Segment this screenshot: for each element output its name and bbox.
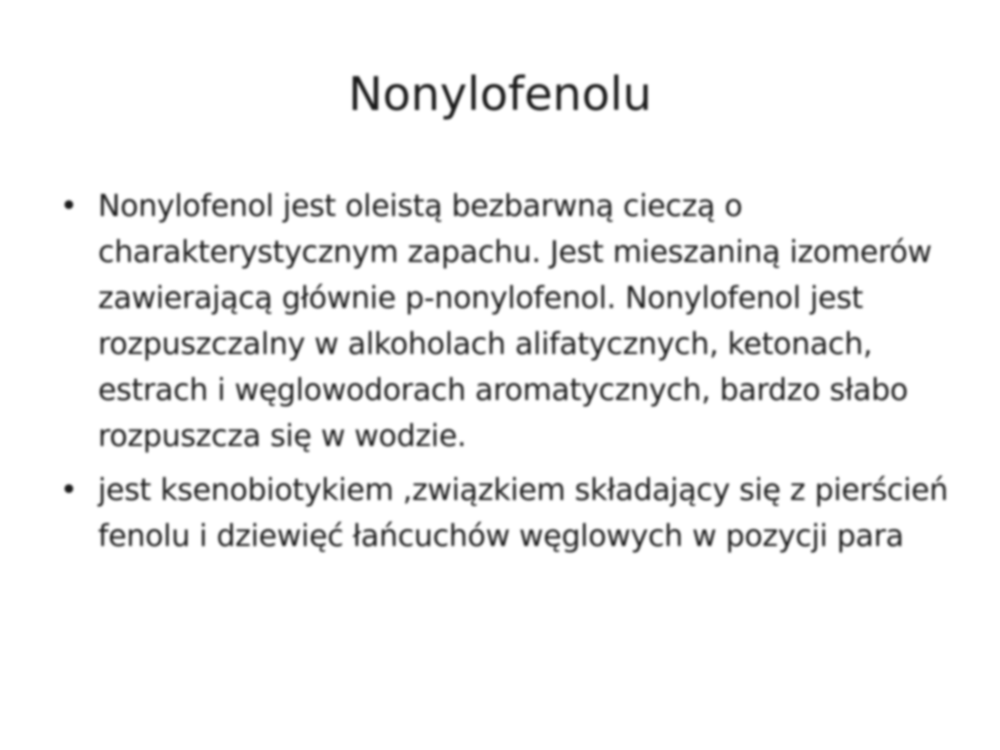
bullet-item-properties [60,184,960,460]
bullet-text-structure: jest ksenobiotykiem ,związkiem składający się z pierścień fenolu i dziewięć łańcuchów węglowych w pozycji para [98,473,949,554]
bullet-list [60,184,960,568]
bullet-item-structure [60,468,960,560]
bullet-icon: • [60,189,78,224]
bullet-text-properties: Nonylofenol jest oleistą bezbarwną cieczą o charakterystycznym zapachu. Jest mieszaniną izomerów zawierającą głównie p-nonylofenol. Nonylofenol jest rozpuszczalny w alkoholach alifatycznych, ketonach, estrach i węglowodorach aromatycznych, bardzo słabo rozpuszcza się w wodzie. [98,189,932,454]
slide-title: Nonylofenolu [348,67,652,121]
bullet-icon: • [60,473,78,508]
